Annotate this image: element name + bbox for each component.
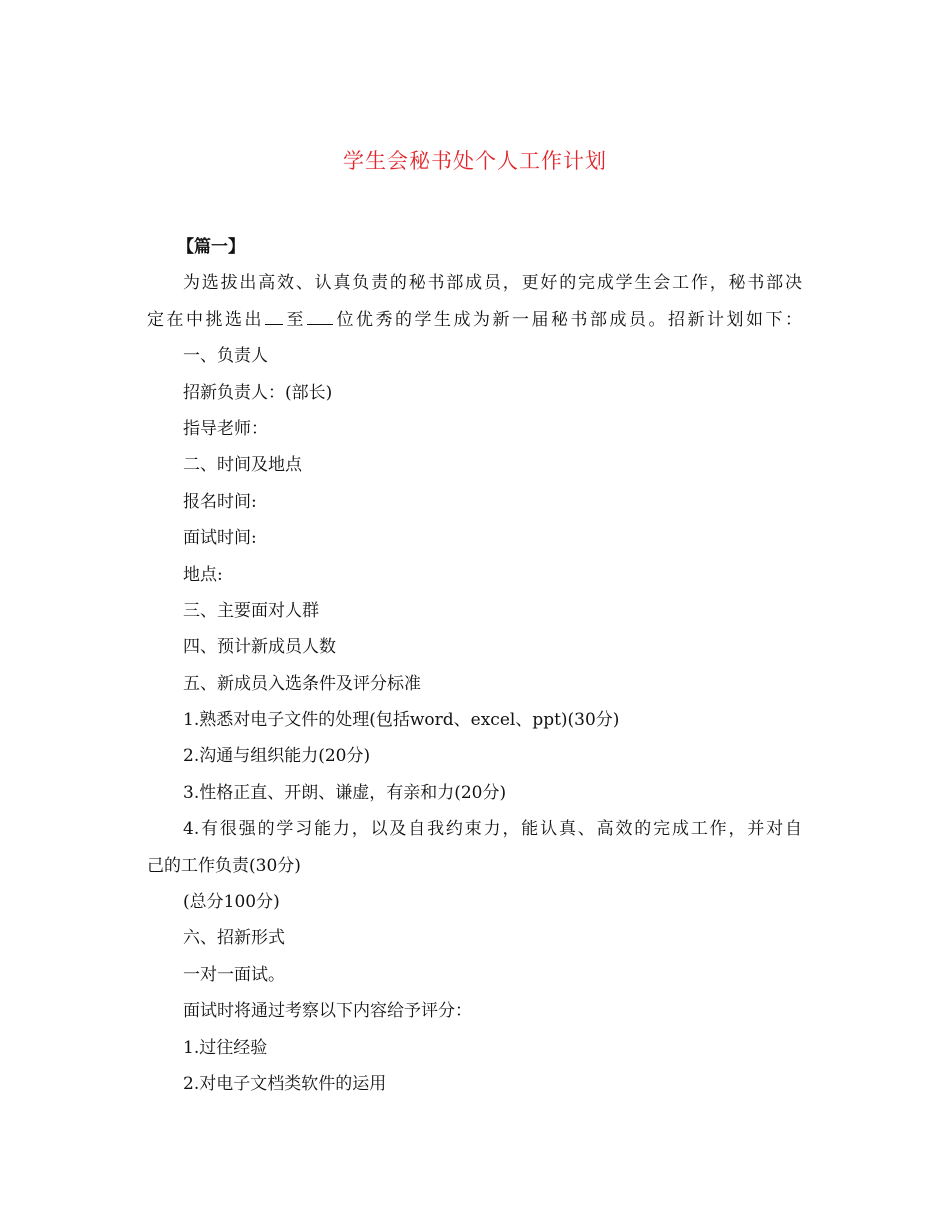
intro-text-b: 至	[284, 309, 306, 330]
intro-text-c: 位优秀的学生成为新一届秘书部成员。招新计划如下：	[334, 309, 802, 330]
criterion-1: 1.熟悉对电子文件的处理(包括word、excel、ppt)(30分)	[183, 710, 620, 731]
heading-target-audience: 三、主要面对人群	[183, 600, 319, 621]
total-score: (总分100分)	[183, 892, 280, 913]
location: 地点:	[183, 564, 223, 585]
intro-paragraph-line-2	[147, 302, 802, 338]
recruit-lead: 招新负责人：(部长)	[183, 382, 333, 403]
criterion-3: 3.性格正直、开朗、谦虚，有亲和力(20分)	[183, 782, 507, 803]
interview-time: 面试时间:	[183, 528, 257, 549]
evaluation-item-1: 1.过往经验	[183, 1037, 268, 1058]
criterion-2: 2.沟通与组织能力(20分)	[183, 746, 371, 767]
heading-responsible: 一、负责人	[183, 346, 268, 367]
intro-text-a: 定在中挑选出	[147, 309, 264, 330]
evaluation-intro: 面试时将通过考察以下内容给予评分：	[183, 1001, 472, 1022]
criterion-4-line-2: 己的工作负责(30分)	[147, 855, 301, 876]
heading-expected-members: 四、预计新成员人数	[183, 637, 336, 658]
signup-time: 报名时间:	[183, 491, 257, 512]
section-tag: 【篇一】	[177, 237, 245, 257]
evaluation-item-2: 2.对电子文档类软件的运用	[183, 1073, 387, 1094]
interview-format: 一对一面试。	[183, 964, 285, 985]
intro-paragraph-line-1: 为选拔出高效、认真负责的秘书部成员，更好的完成学生会工作，秘书部决	[183, 273, 802, 294]
fill-in-blank-2	[307, 306, 333, 325]
advisor: 指导老师：	[183, 418, 268, 439]
heading-criteria: 五、新成员入选条件及评分标准	[183, 673, 421, 694]
document-body	[147, 229, 802, 1102]
fill-in-blank-1	[265, 306, 283, 325]
criterion-4-line-1: 4.有很强的学习能力，以及自我约束力，能认真、高效的完成工作，并对自	[183, 819, 802, 840]
document-title: 学生会秘书处个人工作计划	[343, 149, 607, 173]
heading-time-location: 二、时间及地点	[183, 455, 302, 476]
heading-recruit-format: 六、招新形式	[183, 928, 285, 949]
